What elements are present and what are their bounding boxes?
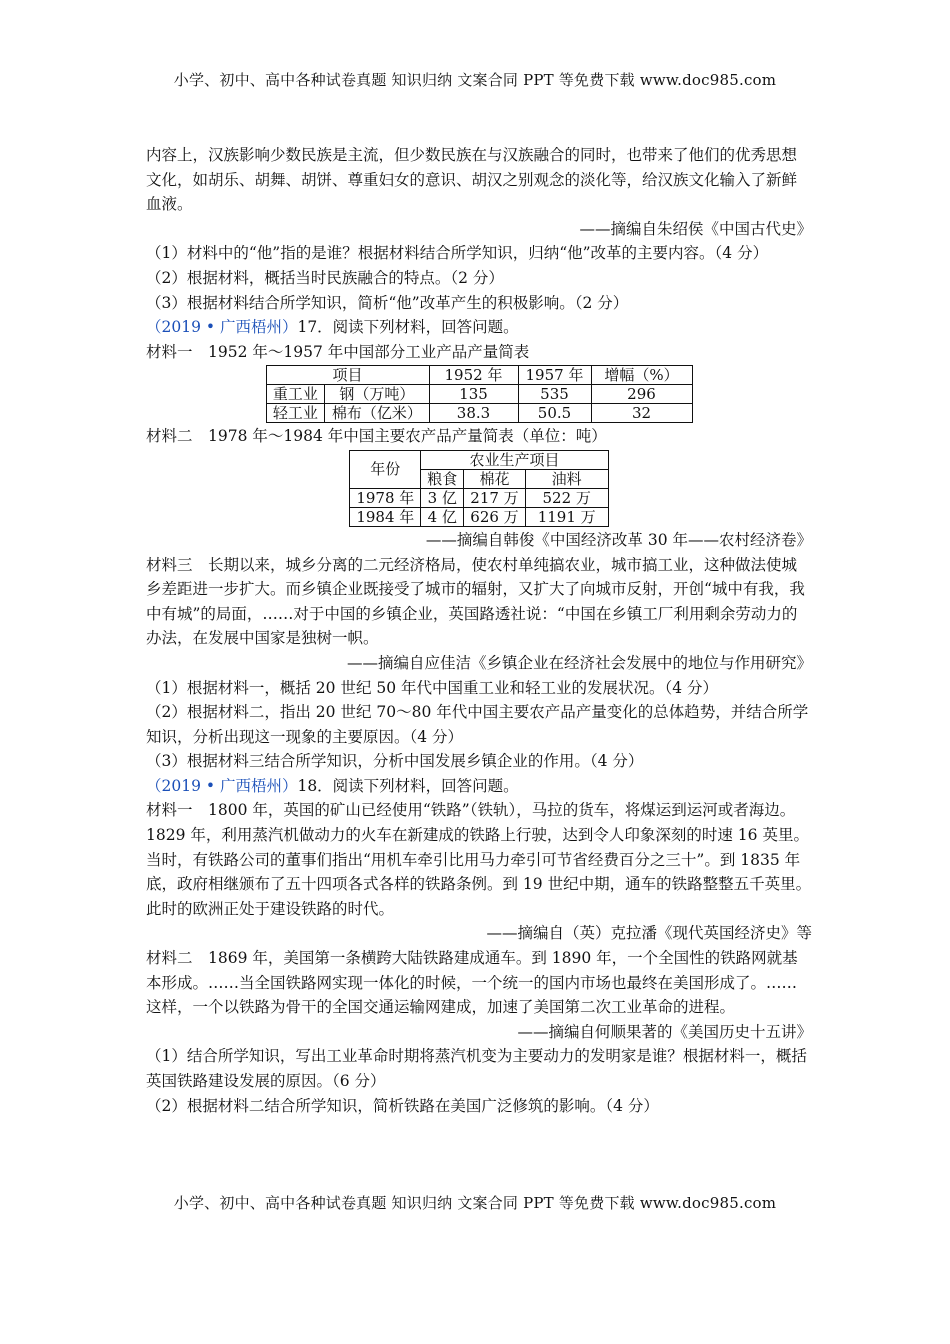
- table-cell: 钢（万吨）: [325, 385, 429, 404]
- table-cell: 38.3: [429, 404, 518, 423]
- table-cell: 50.5: [518, 404, 591, 423]
- material-paragraph: 材料三 长期以来，城乡分离的二元经济格局，使农村单纯搞农业，城市搞工业，这种做法使城乡差距进一步扩大。而乡镇企业既接受了城市的辐射，又扩大了向城市反射，开创“城中有我，我中有城”的局面，……对于中国的乡镇企业，英国路透社说：“中国在乡镇工厂利用剩余劳动力的办法，在发展中国家是独树一帜。: [146, 555, 805, 648]
- question-18-stem: [146, 774, 812, 799]
- material-title: 材料二 1978 年～1984 年中国主要农产品产量简表（单位：吨）: [146, 427, 607, 446]
- question: （3）根据材料结合所学知识，简析“他”改革产生的积极影响。（2 分）: [146, 293, 629, 312]
- citation: ——摘编自朱绍侯《中国古代史》: [579, 219, 812, 238]
- table-header: 项目: [266, 366, 429, 385]
- material-paragraph: 材料一 1800 年，英国的矿山已经使用“铁路”（铁轨），马拉的货车，将煤运到运河或者海边。1829 年，利用蒸汽机做动力的火车在新建成的铁路上行驶，达到令人印象深刻的时速 16 英里。当时，有铁路公司的董事们指出“用机车牵引比用马力牵引可节省经费百分之三十”。到 1835 年底，政府相继颁布了五十四项各式各样的铁路条例。到 19 世纪中期，通车的铁路整整五千英里。此时的欧洲正处于建设铁路的时代。: [146, 801, 812, 918]
- table-row: [350, 488, 608, 507]
- table-cell: 522 万: [525, 488, 608, 507]
- table-header-row: [350, 450, 608, 469]
- question-source: （2019 • 广西梧州）: [146, 776, 298, 795]
- question-17-stem: [146, 315, 812, 340]
- table-cell: 4 亿: [421, 507, 464, 526]
- question: （1）结合所学知识，写出工业革命时期将蒸汽机变为主要动力的发明家是谁？根据材料一，概括英国铁路建设发展的原因。（6 分）: [146, 1047, 807, 1090]
- table-cell: 1984 年: [350, 507, 421, 526]
- table-header: 农业生产项目: [421, 450, 608, 469]
- page-header: 小学、初中、高中各种试卷真题 知识归纳 文案合同 PPT 等免费下载 www.doc985.com: [173, 71, 777, 89]
- table-cell: 535: [518, 385, 591, 404]
- table-header: 1957 年: [518, 366, 591, 385]
- table-header-row: [266, 366, 692, 385]
- table-cell: 重工业: [266, 385, 325, 404]
- question-stem-text: 18．阅读下列材料，回答问题。: [297, 776, 519, 795]
- table-cell: 217 万: [464, 488, 525, 507]
- question-stem-text: 17．阅读下列材料，回答问题。: [297, 318, 519, 337]
- question: （3）根据材料三结合所学知识，分析中国发展乡镇企业的作用。（4 分）: [146, 752, 644, 771]
- question: （2）根据材料二，指出 20 世纪 70～80 年代中国主要农产品产量变化的总体趋势，并结合所学知识，分析出现这一现象的主要原因。（4 分）: [146, 703, 809, 746]
- question: （1）材料中的“他”指的是谁？根据材料结合所学知识，归纳“他”改革的主要内容。（4 分）: [146, 244, 769, 263]
- table-header: 1952 年: [429, 366, 518, 385]
- question-source: （2019 • 广西梧州）: [146, 318, 298, 337]
- table-cell: 32: [591, 404, 692, 423]
- table-row: [350, 507, 608, 526]
- table-cell: 626 万: [464, 507, 525, 526]
- table-cell: 3 亿: [421, 488, 464, 507]
- page-footer: 小学、初中、高中各种试卷真题 知识归纳 文案合同 PPT 等免费下载 www.doc985.com: [173, 1194, 777, 1212]
- table-cell: 1191 万: [525, 507, 608, 526]
- question: （2）根据材料二结合所学知识，简析铁路在美国广泛修筑的影响。（4 分）: [146, 1096, 659, 1115]
- industry-table: [266, 365, 693, 423]
- table-header: 年份: [350, 450, 421, 488]
- question: （2）根据材料，概括当时民族融合的特点。（2 分）: [146, 268, 504, 287]
- table-row: [266, 385, 692, 404]
- table-cell: 296: [591, 385, 692, 404]
- table-header: 增幅（%）: [591, 366, 692, 385]
- material-title: 材料一 1952 年～1957 年中国部分工业产品产量简表: [146, 342, 530, 361]
- question: （1）根据材料一，概括 20 世纪 50 年代中国重工业和轻工业的发展状况。（4 分）: [146, 678, 719, 697]
- citation: ——摘编自何顺果著的《美国历史十五讲》: [517, 1022, 812, 1041]
- material-paragraph: 材料二 1869 年，美国第一条横跨大陆铁路建成通车。到 1890 年，一个全国性的铁路网就基本形成。……当全国铁路网实现一体化的时候，一个统一的国内市场也最终在美国形成了。……这样，一个以铁路为骨干的全国交通运输网建成，加速了美国第二次工业革命的进程。: [146, 949, 798, 1017]
- table-header: 粮食: [421, 469, 464, 488]
- agriculture-table: [349, 450, 608, 527]
- citation: ——摘编自韩俊《中国经济改革 30 年——农村经济卷》: [425, 530, 812, 549]
- citation: ——摘编自（英）克拉潘《现代英国经济史》等: [486, 924, 812, 943]
- table-row: [266, 404, 692, 423]
- table-cell: 轻工业: [266, 404, 325, 423]
- table-cell: 135: [429, 385, 518, 404]
- citation: ——摘编自应佳洁《乡镇企业在经济社会发展中的地位与作用研究》: [346, 653, 812, 672]
- document-body: [146, 143, 812, 1118]
- material-paragraph: 内容上，汉族影响少数民族是主流，但少数民族在与汉族融合的同时，也带来了他们的优秀思想文化，如胡乐、胡舞、胡饼、尊重妇女的意识、胡汉之别观念的淡化等，给汉族文化输入了新鲜血液。: [146, 146, 798, 214]
- table-cell: 棉布（亿米）: [325, 404, 429, 423]
- table-header: 油料: [525, 469, 608, 488]
- table-header: 棉花: [464, 469, 525, 488]
- table-cell: 1978 年: [350, 488, 421, 507]
